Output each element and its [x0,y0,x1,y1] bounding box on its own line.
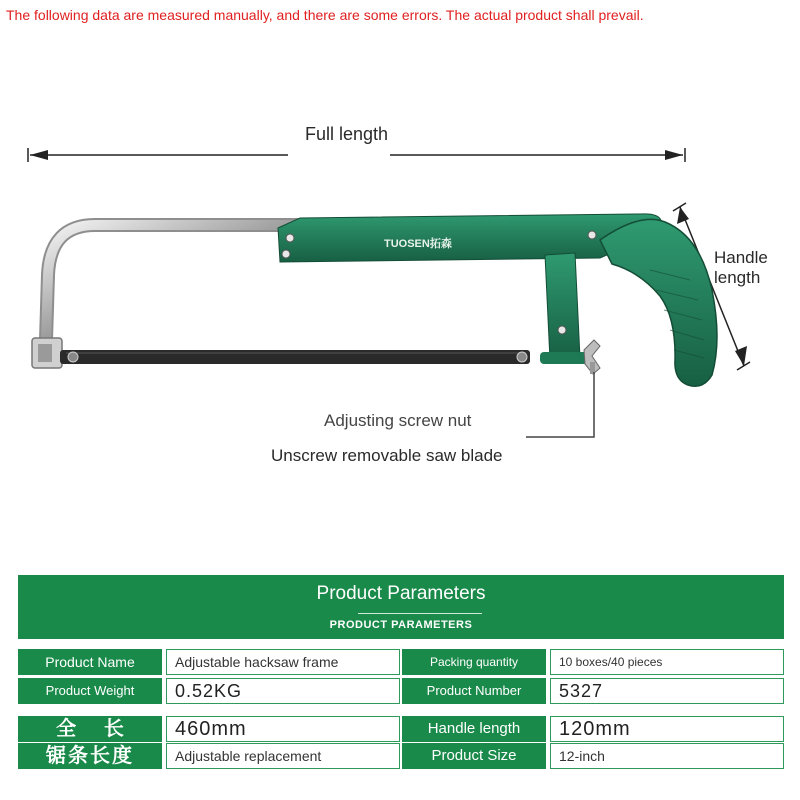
param-value: 12-inch [550,743,784,769]
disclaimer-text: The following data are measured manually, and there are some errors. The actual product shall prevail. [6,7,644,23]
params-title: Product Parameters [316,583,486,604]
adjusting-nut-label: Adjusting screw nut [324,411,472,430]
saw-frame-bow [46,225,300,340]
handle-length-label-line2: length [714,268,761,287]
param-value: 460mm [166,716,400,742]
param-value: 120mm [550,716,784,742]
param-value: Adjustable hacksaw frame [166,649,400,675]
saw-blade [60,350,530,364]
nut-pointer-line [526,372,594,437]
param-value: 10 boxes/40 pieces [550,649,784,675]
param-label: Product Size [402,743,546,769]
param-label: Handle length [402,716,546,742]
brand-logo: TUOSEN拓森 [384,238,452,250]
params-subtitle: PRODUCT PARAMETERS [329,619,473,631]
param-label: Product Name [18,649,162,675]
param-label: 锯条长度 [18,743,162,769]
full-length-dimension [28,148,685,162]
full-length-label: Full length [305,124,389,144]
params-header [18,575,784,639]
param-value: Adjustable replacement [166,743,400,769]
params-divider [358,613,482,614]
handle-length-label-line1: Handle [714,248,768,267]
param-label: Packing quantity [402,649,546,675]
param-label: Product Weight [18,678,162,704]
param-label: 全 长 [18,716,162,742]
saw-handle [600,219,717,386]
saw-frame-post [545,253,580,360]
param-value: 0.52KG [166,678,400,704]
param-value: 5327 [550,678,784,704]
param-label: Product Number [402,678,546,704]
removable-blade-label: Unscrew removable saw blade [271,446,503,465]
